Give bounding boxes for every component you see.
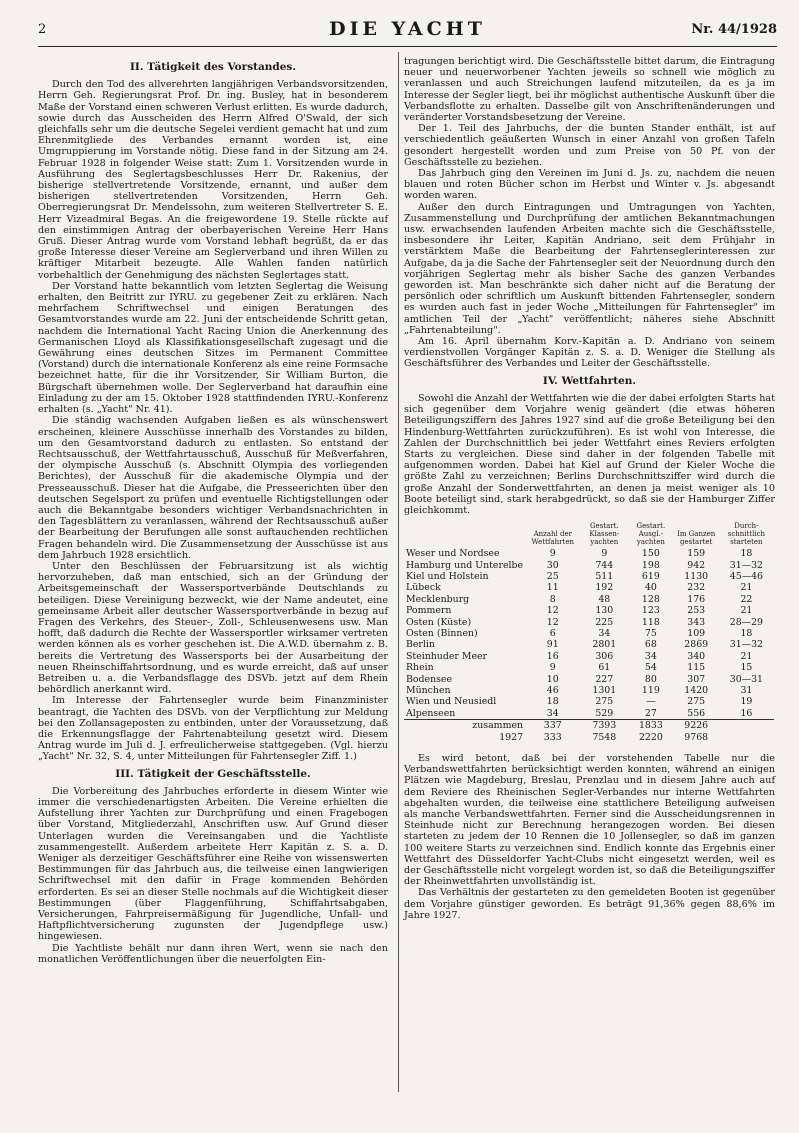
section-heading-geschaeftsstelle: III. Tätigkeit der Geschäftsstelle. [115, 767, 311, 780]
value-cell: 119 [641, 685, 660, 696]
table-row [404, 651, 774, 662]
value-cell: 253 [687, 605, 706, 617]
value-cell: 942 [687, 559, 706, 571]
region-cell: Osten (Küste) [406, 616, 472, 628]
value-cell: 529 [595, 707, 614, 719]
paragraph: tragungen berichtigt wird. Die Geschäftsstelle bittet darum, die Eintragung neuer und neuerworbener Yachten jeweils so schnell wie möglich zu veranlassen und auch Streichungen laufend mitzuteilen, da es ja im Interesse der Segler liegt, bei ihr möglichst authentische Auskunft über die Verbandsflotte zu erhalten. Dasselbe gilt von Anschriftenänderungen und veränderter Vorstandsbesetzung der Vereine. [404, 56, 775, 124]
region-cell: Hamburg und Unterelbe [406, 559, 524, 571]
region-cell: Alpenseen [406, 707, 456, 719]
value-cell: 198 [641, 559, 660, 571]
value-cell: 46 [546, 685, 559, 696]
value-cell: 16 [740, 707, 753, 719]
wettfahrten-table [404, 522, 774, 743]
region-cell: Wien und Neusiedl [406, 696, 497, 708]
region-cell: Osten (Binnen) [406, 627, 478, 639]
region-cell: Bodensee [406, 673, 453, 685]
value-cell: 307 [687, 673, 706, 685]
table-row [404, 594, 774, 605]
totals-row [404, 720, 774, 732]
table-row [404, 696, 774, 707]
paragraph: Außer den durch Eintragungen und Umtragungen von Yachten, Zusammenstellung und Durchprüfung der amtlichen Bekanntmachungen usw. erwachsenden laufenden Arbeiten machte sich die Geschäftsstelle, insbesondere ihr Leiter, Kapitän Andriano, seit dem Frühjahr in verstärktem Maße die Bearbeitung der Fahrtenseglerinteressen zur Aufgabe, da ja die Sache der Fahrtensegler seit der Neuordnung durch den vorjährigen Seglertag mehr als bisher Sache des ganzen Verbandes geworden ist. Man beschränkte sich daher nicht auf die Beratung der persönlich oder schriftlich um Auskunft bittenden Fahrtensegler, sondern es wurden auch fast in jeder Woche „Mitteilungen für Fahrtensegler" im amtlichen Teil der „Yacht" veröffentlicht; näheres siehe Abschnitt „Fahrtenabteilung". [404, 201, 775, 336]
value-cell: 34 [598, 627, 611, 639]
totals-row [404, 732, 774, 743]
paragraph: Die Yachtliste behält nur dann ihren Wert, wenn sie nach den monatlichen Veröffentlichungen über die neuerfolgten Ein- [38, 942, 388, 965]
table-row [404, 708, 774, 720]
column-header: Gestart. Ausgl.-yachten [636, 522, 666, 547]
value-cell: 556 [687, 707, 706, 719]
totals-value: 9226 [674, 720, 719, 732]
value-cell: 343 [687, 616, 706, 628]
value-cell: 6 [549, 627, 556, 639]
page-header [38, 18, 777, 48]
region-cell: Weser und Nordsee [406, 548, 500, 560]
value-cell: 9 [549, 662, 556, 674]
value-cell: 21 [740, 582, 753, 594]
value-cell: 176 [687, 593, 706, 605]
value-cell: 34 [644, 650, 657, 662]
value-cell: 12 [546, 616, 559, 628]
value-cell: 30—31 [729, 673, 764, 685]
table-body [404, 548, 774, 743]
paragraph: Das Jahrbuch ging den Vereinen im Juni d. Js. zu, nachdem die neuen blauen und roten Bücher schon im Herbst und Winter v. Js. abgesandt worden waren. [404, 168, 775, 202]
value-cell: 227 [595, 673, 614, 685]
value-cell: 9 [601, 548, 608, 560]
value-cell: 34 [546, 707, 559, 719]
totals-value: 1833 [628, 720, 673, 732]
value-cell: 15 [740, 662, 753, 674]
section-heading-wettfahrten: IV. Wettfahrten. [542, 374, 637, 387]
paragraph: Am 16. April übernahm Korv.-Kapitän a. D. Andriano von seinem verdienstvollen Vorgänger Kapitän z. S. a. D. Weniger die Stellung als Geschäftsführer des Verbandes und Leiter der Geschäftsstelle. [404, 336, 775, 370]
value-cell: 306 [595, 650, 614, 662]
value-cell: 2869 [684, 639, 709, 651]
value-cell: 27 [644, 707, 657, 719]
totals-value: 9768 [684, 731, 709, 743]
value-cell: 12 [546, 605, 559, 617]
paragraph: Sowohl die Anzahl der Wettfahrten wie die der dabei erfolgten Starts hat sich gegenüber dem Vorjahre wenig geändert (die etwas höheren Beteiligungsziffern des Jahres 1927 sind auf die große Beteiligung bei den Hindenburg-Wettfahrten zurückzuführen). Es ist wohl von Interesse, die Zahlen der Durchschnittlich bei jeder Wettfahrt eines Reviers erfolgten Starts zu vergleichen. Diese sind daher in der folgenden Tabelle mit aufgenommen worden. Dabei hat Kiel auf Grund der Kieler Woche die größte Zahl zu verzeichnen; Berlins Durchschnittsziffer wird durch die große Anzahl der Sonderwettfahrten, an denen ja meist weniger als 10 Boote beteiligt sind, stark herabgedrückt, so daß sie der Hamburger Ziffer gleichkommt. [404, 392, 775, 516]
table-row [404, 560, 774, 571]
issue-number: Nr. 44/1928 [691, 22, 777, 37]
table-row [404, 617, 774, 628]
value-cell: 123 [641, 605, 660, 617]
value-cell: 511 [595, 570, 614, 582]
table-row [404, 639, 774, 650]
totals-value [719, 720, 774, 732]
value-cell: 91 [546, 639, 559, 651]
value-cell: 30 [546, 559, 559, 571]
region-cell: München [406, 685, 451, 696]
value-cell: 2801 [592, 639, 617, 651]
value-cell: 21 [740, 650, 753, 662]
value-cell: 21 [740, 605, 753, 617]
region-cell: Steinhuder Meer [406, 650, 488, 662]
table-row [404, 605, 774, 616]
value-cell: 275 [595, 696, 614, 708]
value-cell: 275 [687, 696, 706, 708]
value-cell: 40 [644, 582, 657, 594]
value-cell: 150 [641, 548, 660, 560]
paragraph: Im Interesse der Fahrtensegler wurde beim Finanzminister beantragt, die Yachten des DSVb. von der Verpflichtung zur Meldung bei den Zollansageposten zu entbinden, unter der Voraussetzung, daß die Erkennungsflagge der Fahrtenabteilung gesetzt wird. Diesem Antrag wurde im Juli d. J. erfreulicherweise stattgegeben. (Vgl. hierzu „Yacht" Nr. 32, S. 4, unter Mitteilungen für Fahrtensegler Ziff. 1.) [38, 695, 388, 763]
table-row [404, 674, 774, 685]
paragraph: Die ständig wachsenden Aufgaben ließen es als wünschenswert erscheinen, kleinere Ausschüsse innerhalb des Vorstandes zu bilden, um den Gesamtvorstand dadurch zu entlasten. So entstand der Rechtsausschuß, der Wettfahrtausschuß, Ausschuß für Meßverfahren, der olympische Ausschuß (s. Abschnitt Olympia des vorliegenden Berichtes), der Ausschuß für die akademische Olympia und der Presseausschuß. Dieser hat die Aufgabe, die Presseerichten über den deutschen Segelsport zu prüfen und eventuelle Richtigstellungen oder auch die Bekanntgabe besonders wichtiger Verbandsnachrichten in den Tagesblättern zu veranlassen, während der Rechtsausschuß außer der Bearbeitung der Berufungen alle sonst auftauchenden rechtlichen Fragen behandeln wird. Die Zusammensetzung der Ausschüsse ist aus dem Jahrbuch 1928 ersichtlich. [38, 415, 388, 561]
value-cell: 232 [687, 582, 706, 594]
value-cell: 80 [644, 673, 657, 685]
totals-value: 2220 [638, 731, 663, 743]
totals-value: 7548 [592, 731, 617, 743]
region-cell: Rhein [406, 662, 434, 674]
value-cell: 340 [687, 650, 706, 662]
value-cell: 744 [595, 559, 614, 571]
value-cell: 1420 [684, 685, 709, 696]
value-cell: 109 [687, 627, 706, 639]
value-cell: 130 [595, 605, 614, 617]
totals-value [719, 732, 774, 743]
column-header: Anzahl der Wettfahrten [531, 530, 574, 547]
region-cell: Kiel und Holstein [406, 570, 489, 582]
table-row [404, 571, 774, 582]
value-cell: 75 [644, 627, 657, 639]
value-cell: 54 [644, 662, 657, 674]
value-cell: 192 [595, 582, 614, 594]
value-cell: 18 [740, 627, 753, 639]
region-cell: Mecklenburg [406, 593, 470, 605]
totals-value: 333 [543, 731, 562, 743]
value-cell: — [646, 696, 656, 708]
value-cell: 225 [595, 616, 614, 628]
value-cell: 10 [546, 673, 559, 685]
value-cell: 16 [546, 650, 559, 662]
value-cell: 19 [740, 696, 753, 708]
region-cell: Lübeck [406, 582, 441, 594]
region-cell: Berlin [406, 639, 435, 651]
column-header: Durch-schnittlich starteten [727, 522, 766, 547]
right-column [404, 56, 775, 921]
table-row [404, 582, 774, 593]
value-cell: 115 [687, 662, 706, 674]
section-heading-vorstand: II. Tätigkeit des Vorstandes. [130, 61, 296, 73]
paragraph: Die Vorbereitung des Jahrbuches erforderte in diesem Winter wie immer die verschiedenartigsten Arbeiten. Die Vereine erhielten die Aufstellung ihrer Yachten zur Durchprüfung und einen Fragebogen über Vorstand, Mitgliederzahl, Anschriften usw. Auf Grund dieser Unterlagen wurden die Vereinsangaben und die Yachtliste zusammengestellt. Außerdem arbeitete Herr Kapitän z. S. a. D. Weniger als derzeitiger Geschäftsführer eine Reihe von wissenswerten Bestimmungen für das Jahrbuch aus, die teilweise einen langwierigen Schriftwechsel mit den dafür in Frage kommenden Behörden erforderten. Es sei an dieser Stelle nochmals auf die Wichtigkeit dieser Bestimmungen (über Flaggenführung, Schiffahrtsabgaben, Versicherungen, Fahrpreisermäßigung für Jugendliche, Unfall- und Haftpflichtversicherung zugunsten der Jugendpflege usw.) hingewiesen. [38, 785, 388, 943]
value-cell: 18 [740, 548, 753, 560]
value-cell: 68 [644, 639, 657, 651]
value-cell: 9 [549, 548, 556, 560]
paragraph: Durch den Tod des allverehrten langjährigen Verbandsvorsitzenden, Herrn Geh. Regierungsrat Prof. Dr. ing. Busley, hat in besonderem Maße der Vorstand einen schweren Verlust erlitten. Es wurde dadurch, sowie durch das Ausscheiden des Herrn Alfred O'Swald, der sich gleichfalls sehr um die deutsche Segelei verdient gemacht hat und zum Ehrenmitgliede des Verbandes ernannt worden ist, eine Umgruppierung im Vorstande nötig. Diese fand in der Sitzung am 24. Februar 1928 in folgender Weise statt: Zum 1. Vorsitzenden wurde in Ausführung des Seglertagsbeschlusses Herr Dr. Rakenius, der bisherige stellvertretende Vorsitzende, ernannt, und außer dem bisherigen stellvertretenden Vorsitzenden, Herrn Geh. Oberregierungsrat Dr. Mendelssohn, zum weiteren Stellvertreter S. E. Herr Vizeadmiral Begas. An die freigewordene 19. Stelle rückte auf den einstimmigen Antrag der oberbayerischen Vereine Herr Hans Gruß. Dieser Antrag wurde vom Vorstand lebhaft begrüßt, da er das große Interesse dieser Vereine am Seglerverband und ihren Willen zu kräftiger Mitarbeit bezeugte. Alle Wahlen fanden natürlich vorbehaltlich der Genehmigung des nächsten Seglertages statt. [38, 79, 388, 281]
value-cell: 128 [641, 593, 660, 605]
value-cell: 45—46 [729, 570, 764, 582]
value-cell: 61 [598, 662, 611, 674]
value-cell: 31—32 [729, 559, 764, 571]
value-cell: 31—32 [729, 639, 764, 651]
value-cell: 8 [549, 593, 556, 605]
totals-value: 7393 [580, 720, 628, 732]
table-row [404, 685, 774, 696]
value-cell: 48 [598, 593, 611, 605]
totals-label: zusammen [404, 720, 525, 732]
value-cell: 118 [641, 616, 660, 628]
value-cell: 11 [546, 582, 559, 594]
value-cell: 1130 [684, 570, 709, 582]
value-cell: 1301 [592, 685, 617, 696]
header-rule [38, 46, 777, 47]
totals-label: 1927 [499, 731, 524, 743]
table-row [404, 548, 774, 559]
column-header: Gestart. Klassen-yachten [589, 522, 620, 547]
paragraph: Das Verhältnis der gestarteten zu den gemeldeten Booten ist gegenüber dem Vorjahre günstiger geworden. Es beträgt 91,36% gegen 88,6% im Jahre 1927. [404, 887, 775, 921]
journal-title: DIE YACHT [329, 18, 486, 40]
region-cell: Pommern [406, 605, 452, 617]
paragraph: Der 1. Teil des Jahrbuchs, der die bunten Stander enthält, ist auf verschiedentlich geäußerten Wunsch in einer Anzahl von großen Tafeln gesondert hergestellt worden und zum Preise von 50 Pf. von der Geschäftsstelle zu beziehen. [404, 123, 775, 168]
value-cell: 25 [546, 570, 559, 582]
column-header: Im Ganzen gestartet [677, 530, 716, 547]
table-header-row [404, 522, 774, 548]
column-divider [398, 52, 399, 1092]
column-header [404, 522, 525, 548]
paragraph: Es wird betont, daß bei der vorstehenden Tabelle nur die Verbandswettfahrten berücksichtigt werden konnten, während an einigen Plätzen wie Magdeburg, Breslau, Prenzlau und in diesem Jahre auch auf dem Reviere des Rheinischen Segler-Verbandes nur interne Wettfahrten abgehalten wurden, die teilweise eine stattlichere Beteiligung aufweisen als manche Verbandswettfahrten. Ferner sind die Ausscheidungsrennen in Steinhude nicht zur Berechnung herangezogen worden. Bei diesen starteten zu jedem der 10 Rennen die 10 Jollensegler, so daß im ganzen 100 weitere Starts zu verzeichnen sind. Endlich konnte das Ergebnis einer Wettfahrt des Düsseldorfer Yacht-Clubs nicht eingesetzt werden, weil es der Geschäftsstelle nicht vorgelegt worden ist, so daß die Beteiligungsziffer der Rheinwettfahrten unvollständig ist. [404, 753, 775, 888]
value-cell: 619 [641, 570, 660, 582]
value-cell: 159 [687, 548, 706, 560]
totals-value: 337 [525, 720, 580, 732]
value-cell: 22 [740, 593, 753, 605]
left-column [38, 56, 388, 965]
value-cell: 18 [546, 696, 559, 708]
table-row [404, 662, 774, 673]
table-row [404, 628, 774, 639]
value-cell: 28—29 [729, 616, 764, 628]
value-cell: 31 [740, 685, 753, 696]
paragraph: Unter den Beschlüssen der Februarsitzung ist als wichtig hervorzuheben, daß man entschied, sich an der Gründung der Arbeitsgemeinschaft der Wassersportverbände Deutschlands zu beteiligen. Diese Vereinigung bezweckt, wie der Name andeutet, eine gemeinsame Arbeit aller deutscher Wassersportverbände in bezug auf Fragen des Verkehrs, des Steuer-, Zoll-, Schleusenwesens usw. Man hofft, daß dadurch die Rechte der Wassersportler wirksamer vertreten werden können als es vorher geschehen ist. Die A.W.D. übernahm z. B. bereits die Vertretung des Wassersports bei der Ausarbeitung der neuen Rheinschiffahrtsordnung, und es wurde erreicht, daß auf unser Betreiben u. a. die Verbandsflagge des DSVb. jetzt auf dem Rhein behördlich anerkannt wird. [38, 560, 388, 696]
paragraph: Der Vorstand hatte bekanntlich vom letzten Seglertag die Weisung erhalten, den Beitritt zur IYRU. zu gegebener Zeit zu erklären. Nach mehrfachem Schriftwechsel und einigen Beratungen des Gesamtvorstandes wurde am 22. Juni der entscheidende Schritt getan, nachdem die International Yacht Racing Union die Anerkennung des Germanischen Lloyd als Klassifikationsgesellschaft zugesagt und die Gewährung eines deutschen Sitzes im Permanent Committee (Vorstand) durch die internationale Konferenz als eine reine Formsache bezeichnet hatte, für die ihr Vorsitzender, Sir William Burton, die Bürgschaft übernehmen wolle. Der Seglerverband hat daraufhin eine Einladung zu der am 15. Oktober 1928 stattfindenden IYRU.-Konferenz erhalten (s. „Yacht" Nr. 41). [38, 280, 388, 416]
page-number: 2 [38, 22, 47, 37]
